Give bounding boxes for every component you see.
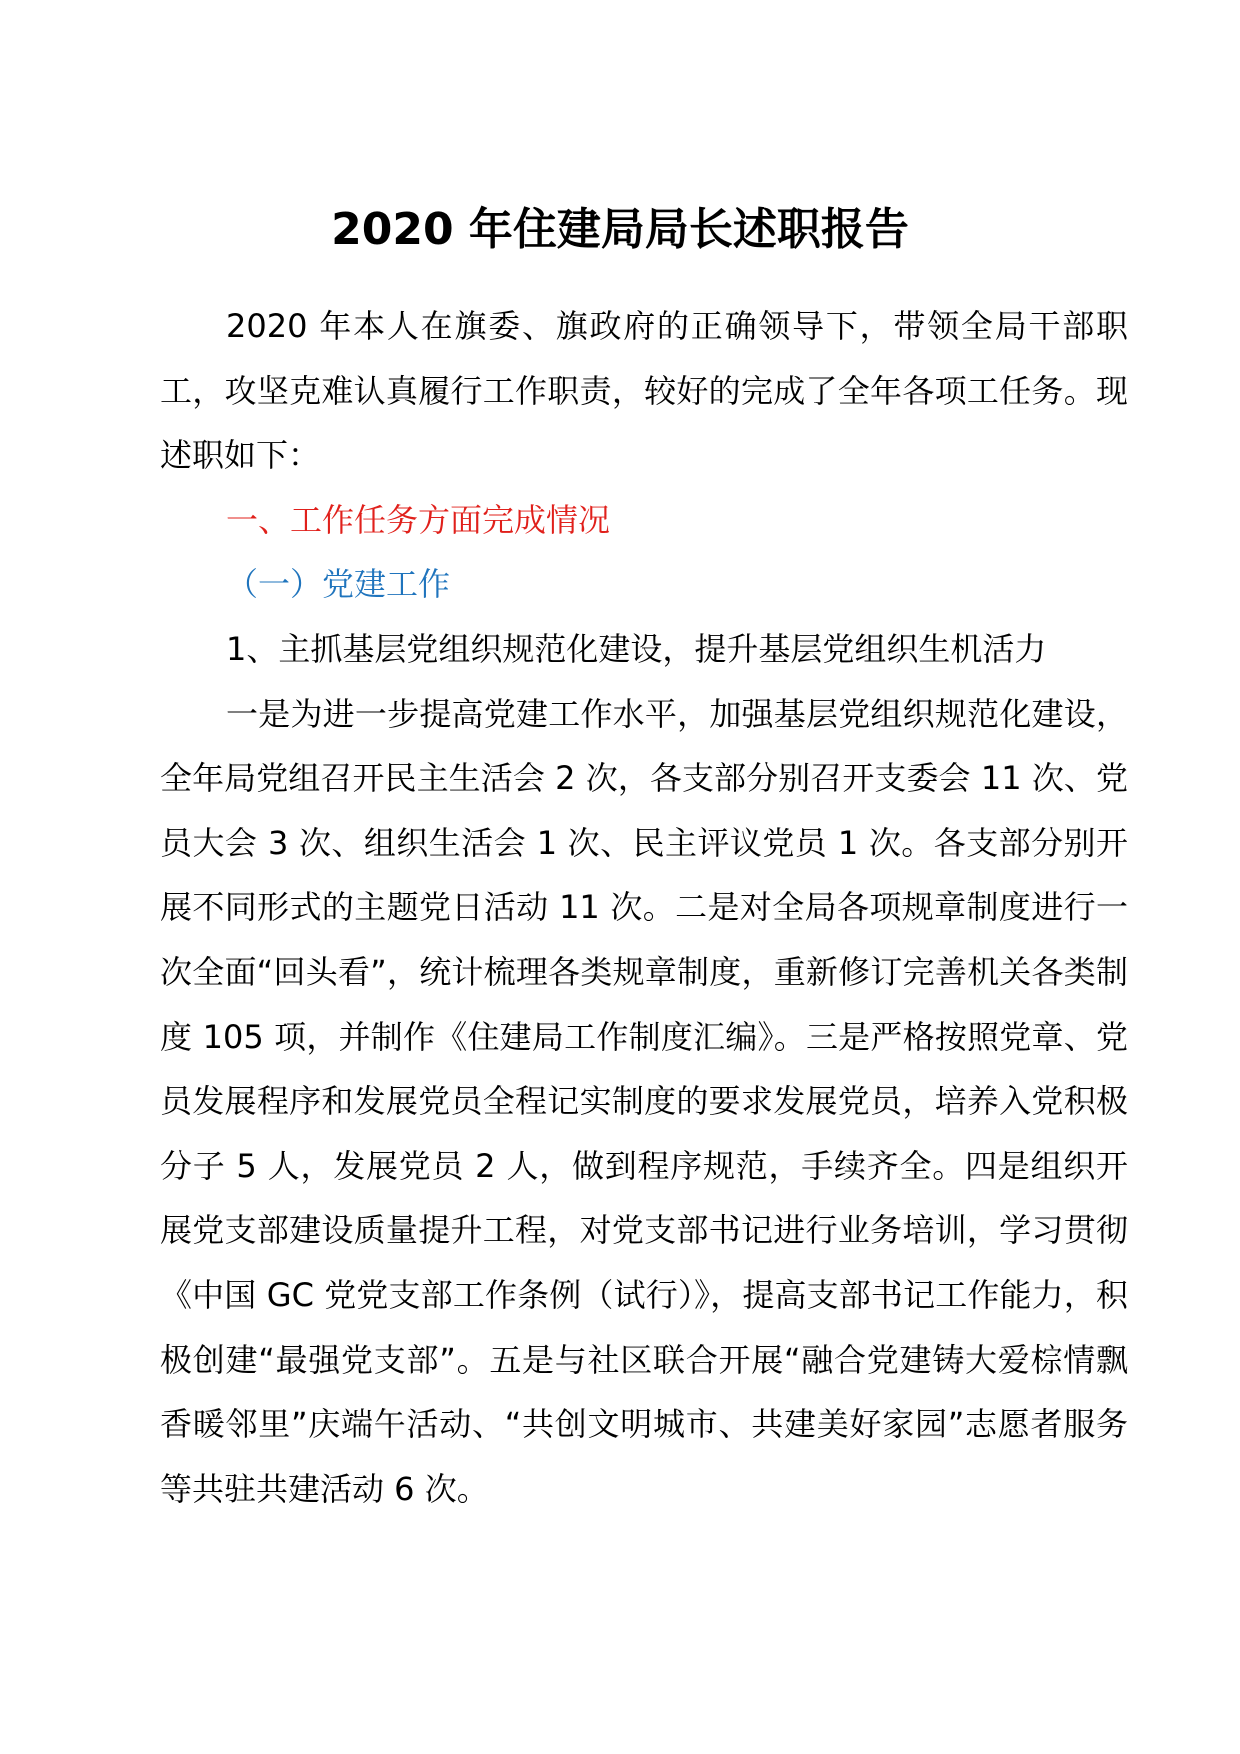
document-body <box>160 294 1128 1521</box>
section-heading: 一、工作任务方面完成情况 <box>226 500 611 539</box>
document-title: 2020 年住建局局长述职报告 <box>331 204 909 255</box>
intro-paragraph: 2020 年本人在旗委、旗政府的正确领导下，带领全局干部职工，攻坚克难认真履行工作职责，较好的完成了全年各项工任务。现述职如下： <box>160 307 1128 475</box>
subsection-heading: （一）党建工作 <box>226 565 451 604</box>
item-body-paragraph: 一是为进一步提高党建工作水平，加强基层党组织规范化建设，全年局党组召开民主生活会 2 次，各支部分别召开支委会 11 次、党员大会 3 次、组织生活会 1 次、民主评议党员 1 次。各支部分别开展不同形式的主题党日活动 11 次。二是对全局各项规章制度进行一次全面“回头看”，统计梳理各类规章制度，重新修订完善机关各类制度 105 项，并制作《住建局工作制度汇编》。三是严格按照党章、党员发展程序和发展党员全程记实制度的要求发展党员，培养入党积极分子 5 人，发展党员 2 人，做到程序规范，手续齐全。四是组织开展党支部建设质量提升工程，对党支部书记进行业务培训，学习贯彻《中国 GC 党党支部工作条例（试行）》，提高支部书记工作能力，积极创建“最强党支部”。五是与社区联合开展“融合党建铸大爱棕情飘香暖邻里”庆端午活动、“共创文明城市、共建美好家园”志愿者服务等共驻共建活动 6 次。 <box>160 694 1128 1508</box>
item-heading: 1、主抓基层党组织规范化建设，提升基层党组织生机活力 <box>226 629 1047 668</box>
